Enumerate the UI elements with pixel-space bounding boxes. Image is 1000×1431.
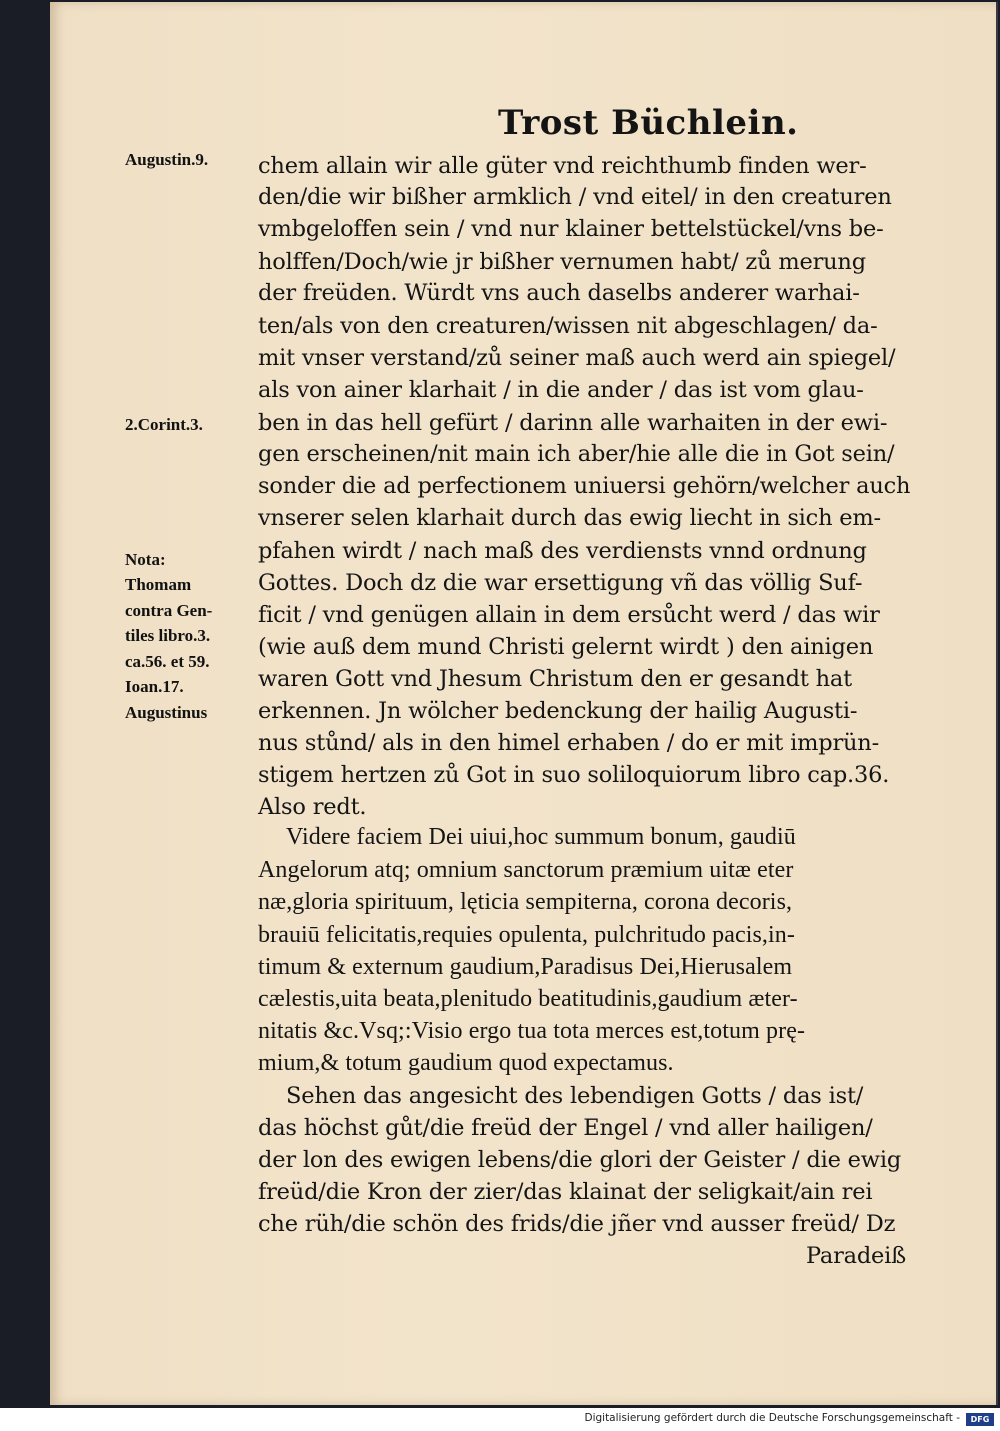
text-line: waren Gott vnd Jhesum Christum den er gesandt hat xyxy=(258,666,852,692)
text-line: che rüh/die schön des frids/die jñer vnd ausser freüd/ Dz xyxy=(258,1211,896,1237)
text-line: ben in das hell gefürt / darinn alle warhaiten in der ewi- xyxy=(258,410,888,436)
latin-line: næ,gloria spirituum, lęticia sempiterna, corona decoris, xyxy=(258,889,793,915)
margin-note: Augustinus xyxy=(125,703,208,722)
text-line: den/die wir bißher armklich / vnd eitel/ in den creaturen xyxy=(258,184,892,210)
text-line: der freüden. Würdt vns auch daselbs anderer warhai- xyxy=(258,280,860,306)
text-line: (wie auß dem mund Christi gelernt wirdt ) den ainigen xyxy=(258,634,874,660)
margin-note: Thomam xyxy=(125,575,192,594)
margin-note: Ioan.17. xyxy=(125,677,184,696)
text-line: als von ainer klarhait / in die ander / das ist vom glau- xyxy=(258,377,864,403)
latin-line: timum & externum gaudium,Paradisus Dei,Hierusalem xyxy=(258,954,793,980)
text-line: gen erscheinen/nit main ich aber/hie alle die in Got sein/ xyxy=(258,441,895,467)
text-line: vnserer selen klarhait durch das ewig liecht in sich em- xyxy=(258,505,881,531)
text-line: mit vnser verstand/zů seiner maß auch werd ain spiegel/ xyxy=(258,345,896,371)
text-line: der lon des ewigen lebens/die glori der Geister / die ewig xyxy=(258,1147,902,1173)
latin-line: mium,& totum gaudium quod expectamus. xyxy=(258,1050,674,1076)
text-line: holffen/Doch/wie jr bißher vernumen habt/ zů merung xyxy=(258,249,866,275)
text-line: Sehen das angesicht des lebendigen Gotts / das ist/ xyxy=(286,1083,864,1109)
text-line: freüd/die Kron der zier/das klainat der seligkait/ain rei xyxy=(258,1179,873,1205)
catchword: Paradeiß xyxy=(805,1243,906,1269)
margin-note: Nota: xyxy=(125,550,166,569)
margin-note: 2.Corint.3. xyxy=(125,415,203,434)
text-line: chem allain wir alle güter vnd reichthumb finden wer- xyxy=(258,153,867,179)
text-line: Gottes. Doch dz die war ersettigung vñ das völlig Suf- xyxy=(258,570,863,596)
text-line: sonder die ad perfectionem uniuersi gehörn/welcher auch xyxy=(258,473,911,499)
latin-line: nitatis &c.Vsq;:Visio ergo tua tota merces est,totum prę- xyxy=(258,1018,806,1044)
latin-line: Videre faciem Dei uiui,hoc summum bonum, gaudiū xyxy=(286,824,796,850)
latin-line: cælestis,uita beata,plenitudo beatitudinis,gaudium æter- xyxy=(258,986,798,1012)
text-line: das höchst gůt/die freüd der Engel / vnd aller hailigen/ xyxy=(258,1115,873,1141)
dfg-logo: DFG xyxy=(966,1413,994,1426)
text-line: vmbgeloffen sein / vnd nur klainer bettelstückel/vns be- xyxy=(258,216,884,242)
text-line: Also redt. xyxy=(258,794,367,820)
margin-note: Augustin.9. xyxy=(125,150,209,169)
margin-note: tiles libro.3. xyxy=(125,626,211,645)
margin-note: contra Gen- xyxy=(125,601,213,620)
margin-note: ca.56. et 59. xyxy=(125,652,210,671)
text-line: pfahen wirdt / nach maß des verdiensts vnnd ordnung xyxy=(258,538,867,564)
text-line: ten/als von den creaturen/wissen nit abgeschlagen/ da- xyxy=(258,313,878,339)
running-header: Trost Büchlein. xyxy=(498,103,799,143)
text-line: erkennen. Jn wölcher bedenckung der hailig Augusti- xyxy=(258,698,858,724)
latin-line: brauiū felicitatis,requies opulenta, pulchritudo pacis,in- xyxy=(258,922,795,948)
text-line: nus stůnd/ als in den himel erhaben / do er mit imprün- xyxy=(258,730,879,756)
latin-line: Angelorum atq; omnium sanctorum præmium uitæ eter xyxy=(258,857,794,883)
text-line: ficit / vnd genügen allain in dem ersůcht werd / das wir xyxy=(258,602,880,628)
footer-bar xyxy=(0,1408,1000,1431)
funding-credit: Digitalisierung gefördert durch die Deutsche Forschungsgemeinschaft - xyxy=(584,1412,960,1424)
text-line: stigem hertzen zů Got in suo soliloquiorum libro cap.36. xyxy=(258,762,890,788)
